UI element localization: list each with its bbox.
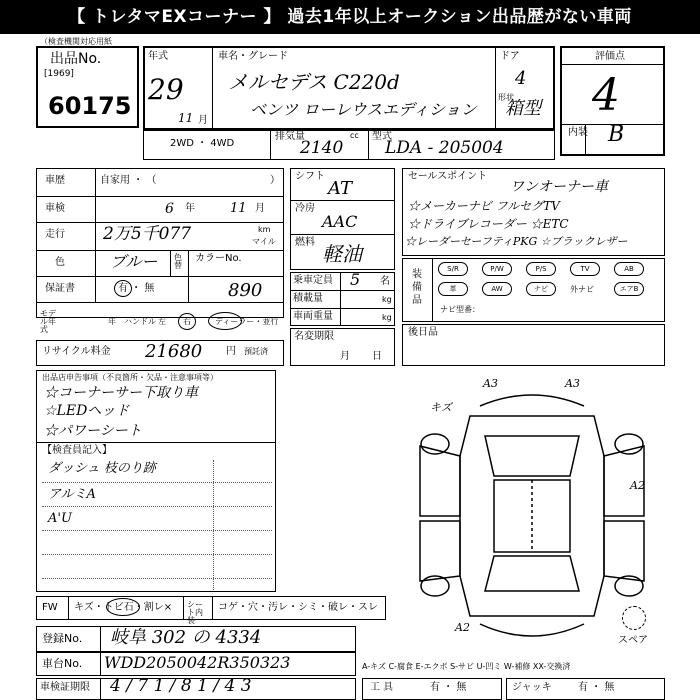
tools-options: 有 ・ 無 [430, 682, 467, 693]
sales-line-2: ☆メーカーナビ フルセグTV [408, 199, 560, 213]
registration-label: 登録No. [42, 632, 83, 645]
car-name-label: 車名・グレード [218, 51, 288, 62]
inspection-year: 6 [165, 201, 174, 217]
eq-ps: P/S [526, 262, 556, 276]
warranty-label: 保証書 [45, 283, 75, 294]
history-value: 自家用 ・ （ [100, 175, 157, 186]
recycle-value: 21680 [145, 341, 203, 362]
year-month: 11 [178, 111, 194, 125]
weight-label: 車両重量 [293, 311, 333, 322]
jack-options: 有 ・ 無 [578, 682, 615, 693]
doors-value: 4 [515, 68, 527, 89]
spare-label: スペア [618, 635, 648, 646]
color-value: ブルー [110, 252, 158, 271]
eq-navi: ナビ [526, 282, 556, 296]
year-value: 29 [148, 73, 184, 106]
rear-window-outline [485, 556, 579, 591]
mileage-km: km [258, 225, 271, 234]
sales-line-3: ☆ドライブレコーダー ☆ETC [408, 217, 569, 231]
sales-line-1: ワンオーナー車 [510, 179, 608, 195]
spare-tire-icon [622, 606, 646, 630]
drive-value: 2WD ・ 4WD [170, 138, 235, 149]
capacity-unit: 名 [380, 276, 390, 287]
warranty-circle [114, 280, 132, 297]
eq-leather: 革 [438, 282, 468, 296]
year-label: 年式 [148, 51, 168, 62]
eq-ab: AB [614, 262, 644, 276]
navi-model-label: ナビ型番： [440, 305, 480, 314]
lot-code: [1969] [44, 69, 74, 79]
displacement-value: 2140 [300, 138, 344, 158]
damage-legend: A-キズ C-腐食 E-エクボ S-サビ U-凹ミ W-補修 XX-交換済 [362, 662, 571, 671]
capacity-label: 乗車定員 [293, 275, 333, 286]
doors-label: ドア [500, 51, 520, 62]
handle-right: 右 [183, 317, 191, 326]
banner: 【 トレタマEXコーナー 】 過去1年以上オークション出品歴がない車両 [0, 0, 700, 34]
mark-a2-bottom: A2 [455, 621, 470, 634]
history-label: 車歴 [45, 175, 65, 186]
color-change-label: 色替 [174, 253, 182, 270]
lot-number: 60175 [48, 92, 132, 120]
left-front-door [420, 446, 460, 516]
inspection-label: 車検 [45, 203, 65, 214]
windshield-outline [485, 436, 579, 476]
eq-pw: P/W [482, 262, 512, 276]
color-no-label: カラーNo. [195, 253, 242, 264]
handle-label: ハンドル [124, 317, 156, 326]
first-reg-unit: 月日 [340, 351, 404, 362]
inspector-note-1: ダッシュ 枝のり跡 [48, 461, 156, 476]
rear-bumper-outline [480, 624, 584, 636]
displacement-label: 排気量 [275, 131, 305, 142]
color-label: 色 [55, 257, 65, 268]
left-rear-door [420, 521, 460, 581]
right-rear-door [604, 521, 644, 581]
capacity-value: 5 [350, 270, 361, 289]
shift-label: シフト [295, 171, 325, 182]
year-month-unit: 月 [198, 115, 208, 126]
import-label: ディーラー・並行 [215, 317, 279, 326]
car-name-line1: メルセデス C220d [228, 70, 400, 94]
mileage-value: 2万5千077 [103, 224, 192, 244]
grade-label: 評価点 [595, 51, 625, 62]
recycle-unit: 円 [226, 346, 236, 357]
later-label: 後日品 [408, 327, 438, 338]
model-code-value: LDA - 205004 [385, 138, 504, 158]
fw-sheet: シート内装 [187, 600, 203, 625]
sub-note: （検査機関対応用紙 [40, 37, 112, 46]
eq-tv: TV [570, 262, 600, 276]
inspection-month: 11 [230, 201, 247, 216]
load-label: 積載量 [293, 293, 323, 304]
chassis-value: WDD2050042R350323 [104, 653, 291, 672]
mark-a3-left: A3 [483, 377, 498, 390]
cooling-value: AAC [322, 212, 358, 231]
inspector-note-2: アルミA [48, 487, 96, 502]
handle-left: 左 [158, 317, 166, 326]
interior-label: 内装 [568, 127, 588, 138]
shape-label: 形状 [498, 93, 514, 102]
fuel-value: 軽油 [322, 242, 362, 266]
handle-circle [178, 313, 196, 330]
interior-value: B [608, 122, 625, 147]
inspection-month-unit: 月 [255, 203, 265, 214]
equipment-label: 装備品 [412, 269, 422, 306]
registration-value: 岐阜 302 の 4334 [110, 627, 262, 648]
model-code-label: 型式 [372, 131, 392, 142]
seller-note-1: ☆コーナーサー下取り車 [44, 385, 198, 401]
fw-label: FW [42, 602, 58, 613]
recycle-suffix: 預託済 [244, 347, 268, 356]
load-unit: kg [382, 295, 392, 304]
model-year-unit: 年 [108, 317, 116, 326]
shape-value: 箱型 [505, 98, 541, 119]
tools-label: 工 具 [370, 682, 394, 693]
sales-line-4: ☆レーダーセーフティPKG ☆ブラックレザー [405, 235, 628, 248]
grade-value: 4 [592, 70, 620, 121]
lot-label: 出品No. [50, 51, 102, 67]
sales-label: セールスポイント [408, 171, 488, 182]
car-name-line2: ベンツ ローレウスエディション [250, 100, 477, 119]
later-box [402, 324, 665, 366]
eq-sr: S/R [438, 262, 468, 276]
seller-note-2: ☆LEDヘッド [44, 403, 130, 419]
jack-label: ジャッキ [512, 682, 552, 693]
fw-tail: コゲ・穴・汚レ・シミ・破レ・スレ [218, 602, 378, 613]
model-year-label: モデル年式 [40, 309, 56, 334]
inspector-notes-label: 【検査員記入】 [42, 445, 112, 456]
seller-note-3: ☆パワーシート [44, 423, 142, 439]
seller-notes-label: 出品店申告事項（不良箇所・欠品・注意事項等） [42, 373, 218, 382]
cert-label: 車検証期限 [40, 682, 90, 693]
chassis-label: 車台No. [42, 657, 83, 670]
shift-value: AT [328, 178, 353, 199]
displacement-unit: cc [350, 131, 359, 140]
mark-a2-right: A2 [630, 479, 645, 492]
mileage-mile: マイル [252, 237, 276, 246]
fuel-label: 燃料 [295, 237, 315, 248]
eq-aw: AW [482, 282, 512, 296]
dealer-circle [208, 312, 242, 330]
cert-value: 4 / 7 1 / 8 1 / 4 3 [110, 676, 252, 696]
front-bumper-outline [480, 395, 584, 406]
mark-a3-right: A3 [565, 377, 580, 390]
inspector-note-3: A'U [48, 511, 72, 526]
cooling-label: 冷房 [295, 203, 315, 214]
mileage-label: 走行 [45, 229, 65, 240]
eq-ext-navi: 外ナビ [570, 285, 594, 294]
color-no-value: 890 [228, 280, 263, 301]
eq-airb: エアB [614, 282, 644, 296]
fw-circle [106, 598, 140, 616]
weight-unit: kg [382, 313, 392, 322]
recycle-label: リサイクル料金 [42, 346, 111, 357]
car-damage-diagram [400, 376, 665, 648]
fw-items: キズ・トビ石・割レ× [74, 602, 173, 613]
warranty-options: 有 ・ 無 [118, 283, 155, 294]
mark-scratch: キズ [430, 401, 452, 414]
first-reg-label: 名変期限 [294, 331, 334, 342]
inspection-year-unit: 年 [185, 203, 195, 214]
